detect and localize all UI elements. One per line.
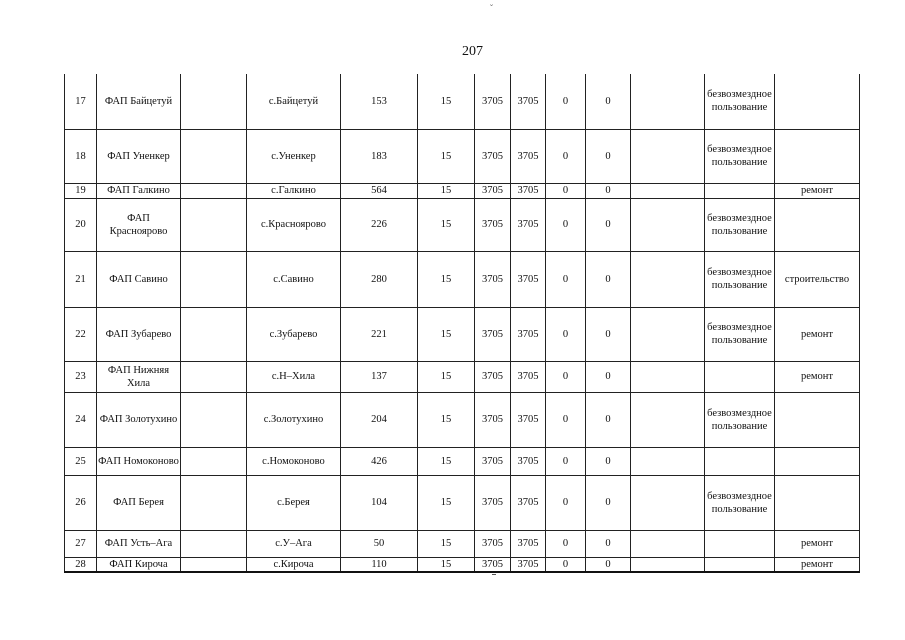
value-cell: 0 bbox=[586, 129, 631, 183]
row-number: 24 bbox=[65, 392, 97, 447]
usage-type bbox=[705, 447, 775, 475]
value-cell bbox=[631, 475, 705, 530]
empty-cell bbox=[181, 183, 247, 198]
row-number: 28 bbox=[65, 557, 97, 572]
village: с.Н–Хила bbox=[247, 361, 341, 392]
value-cell: 183 bbox=[341, 129, 418, 183]
value-cell: 0 bbox=[546, 129, 586, 183]
value-cell: 0 bbox=[546, 307, 586, 361]
facility-name: ФАП Номоконово bbox=[97, 447, 181, 475]
value-cell: 3705 bbox=[475, 392, 511, 447]
value-cell: 0 bbox=[546, 74, 586, 129]
value-cell: 226 bbox=[341, 198, 418, 251]
value-cell: 3705 bbox=[511, 530, 546, 557]
village: с.Номоконово bbox=[247, 447, 341, 475]
value-cell: 0 bbox=[586, 361, 631, 392]
facility-name: ФАП Галкино bbox=[97, 183, 181, 198]
usage-type bbox=[705, 361, 775, 392]
row-number: 22 bbox=[65, 307, 97, 361]
page-number: 207 bbox=[462, 44, 483, 59]
value-cell: 15 bbox=[418, 198, 475, 251]
value-cell: 3705 bbox=[511, 447, 546, 475]
value-cell: 3705 bbox=[511, 557, 546, 572]
village: с.У–Ага bbox=[247, 530, 341, 557]
value-cell: 137 bbox=[341, 361, 418, 392]
value-cell: 15 bbox=[418, 183, 475, 198]
value-cell: 15 bbox=[418, 361, 475, 392]
table-row bbox=[65, 557, 860, 572]
facility-name: ФАП Байцетуй bbox=[97, 74, 181, 129]
value-cell: 3705 bbox=[511, 392, 546, 447]
row-number: 27 bbox=[65, 530, 97, 557]
note: ремонт bbox=[775, 361, 860, 392]
value-cell: 153 bbox=[341, 74, 418, 129]
empty-cell bbox=[181, 74, 247, 129]
empty-cell bbox=[181, 557, 247, 572]
value-cell: 0 bbox=[546, 530, 586, 557]
value-cell: 15 bbox=[418, 475, 475, 530]
value-cell: 15 bbox=[418, 74, 475, 129]
value-cell: 3705 bbox=[511, 74, 546, 129]
row-number: 23 bbox=[65, 361, 97, 392]
value-cell: 0 bbox=[546, 447, 586, 475]
usage-type: безвозмездное пользование bbox=[705, 251, 775, 307]
value-cell: 3705 bbox=[475, 475, 511, 530]
usage-type: безвозмездное пользование bbox=[705, 129, 775, 183]
row-number: 18 bbox=[65, 129, 97, 183]
note bbox=[775, 129, 860, 183]
value-cell: 3705 bbox=[475, 251, 511, 307]
value-cell: 15 bbox=[418, 251, 475, 307]
value-cell: 0 bbox=[586, 557, 631, 572]
value-cell: 0 bbox=[546, 557, 586, 572]
empty-cell bbox=[181, 475, 247, 530]
table-row bbox=[65, 129, 860, 183]
value-cell: 15 bbox=[418, 557, 475, 572]
value-cell bbox=[631, 447, 705, 475]
usage-type: безвозмездное пользование bbox=[705, 475, 775, 530]
value-cell: 15 bbox=[418, 392, 475, 447]
table-row bbox=[65, 475, 860, 530]
row-number: 21 bbox=[65, 251, 97, 307]
value-cell: 3705 bbox=[511, 307, 546, 361]
value-cell: 15 bbox=[418, 530, 475, 557]
value-cell: 0 bbox=[586, 530, 631, 557]
value-cell: 0 bbox=[546, 251, 586, 307]
empty-cell bbox=[181, 530, 247, 557]
value-cell: 3705 bbox=[475, 74, 511, 129]
value-cell bbox=[631, 251, 705, 307]
table-row bbox=[65, 361, 860, 392]
value-cell: 3705 bbox=[475, 198, 511, 251]
value-cell: 3705 bbox=[511, 251, 546, 307]
usage-type: безвозмездное пользование bbox=[705, 307, 775, 361]
value-cell: 0 bbox=[546, 361, 586, 392]
usage-type bbox=[705, 557, 775, 572]
facility-name: ФАП Кироча bbox=[97, 557, 181, 572]
table-row bbox=[65, 251, 860, 307]
value-cell: 3705 bbox=[475, 447, 511, 475]
value-cell: 3705 bbox=[475, 307, 511, 361]
row-number: 20 bbox=[65, 198, 97, 251]
value-cell: 0 bbox=[586, 198, 631, 251]
note bbox=[775, 475, 860, 530]
facility-name: ФАП Усть–Ага bbox=[97, 530, 181, 557]
value-cell: 104 bbox=[341, 475, 418, 530]
facility-name: ФАП Зубарево bbox=[97, 307, 181, 361]
value-cell: 15 bbox=[418, 447, 475, 475]
empty-cell bbox=[181, 447, 247, 475]
value-cell: 110 bbox=[341, 557, 418, 572]
village: с.Савино bbox=[247, 251, 341, 307]
facility-name: ФАП Уненкер bbox=[97, 129, 181, 183]
value-cell: 3705 bbox=[475, 530, 511, 557]
value-cell: 221 bbox=[341, 307, 418, 361]
village: с.Красноярово bbox=[247, 198, 341, 251]
value-cell: 3705 bbox=[511, 361, 546, 392]
value-cell bbox=[631, 392, 705, 447]
value-cell: 3705 bbox=[475, 183, 511, 198]
value-cell: 3705 bbox=[475, 557, 511, 572]
value-cell bbox=[631, 530, 705, 557]
value-cell: 0 bbox=[586, 392, 631, 447]
village: с.Золотухино bbox=[247, 392, 341, 447]
facility-name: ФАП Савино bbox=[97, 251, 181, 307]
value-cell bbox=[631, 74, 705, 129]
value-cell bbox=[631, 198, 705, 251]
value-cell: 3705 bbox=[511, 183, 546, 198]
usage-type: безвозмездное пользование bbox=[705, 198, 775, 251]
facilities-table bbox=[64, 74, 860, 573]
value-cell: 0 bbox=[586, 307, 631, 361]
table-row bbox=[65, 530, 860, 557]
empty-cell bbox=[181, 251, 247, 307]
village: с.Берея bbox=[247, 475, 341, 530]
value-cell: 3705 bbox=[475, 361, 511, 392]
row-number: 19 bbox=[65, 183, 97, 198]
usage-type: безвозмездное пользование bbox=[705, 74, 775, 129]
village: с.Уненкер bbox=[247, 129, 341, 183]
value-cell: 3705 bbox=[511, 198, 546, 251]
note bbox=[775, 74, 860, 129]
row-number: 26 bbox=[65, 475, 97, 530]
value-cell: 0 bbox=[546, 475, 586, 530]
usage-type: безвозмездное пользование bbox=[705, 392, 775, 447]
value-cell: 3705 bbox=[475, 129, 511, 183]
value-cell: 0 bbox=[586, 447, 631, 475]
empty-cell bbox=[181, 198, 247, 251]
table-row bbox=[65, 307, 860, 361]
value-cell: 0 bbox=[546, 392, 586, 447]
value-cell bbox=[631, 361, 705, 392]
value-cell: 3705 bbox=[511, 129, 546, 183]
note: ремонт bbox=[775, 183, 860, 198]
value-cell: 426 bbox=[341, 447, 418, 475]
top-mark: ˘ bbox=[490, 3, 493, 13]
facility-name: ФАП Золотухино bbox=[97, 392, 181, 447]
row-number: 25 bbox=[65, 447, 97, 475]
table-row bbox=[65, 74, 860, 129]
note: строительство bbox=[775, 251, 860, 307]
value-cell: 0 bbox=[586, 251, 631, 307]
value-cell: 0 bbox=[586, 183, 631, 198]
value-cell: 204 bbox=[341, 392, 418, 447]
empty-cell bbox=[181, 392, 247, 447]
usage-type bbox=[705, 530, 775, 557]
value-cell bbox=[631, 183, 705, 198]
value-cell: 280 bbox=[341, 251, 418, 307]
note bbox=[775, 392, 860, 447]
value-cell: 0 bbox=[586, 475, 631, 530]
value-cell: 50 bbox=[341, 530, 418, 557]
value-cell: 3705 bbox=[511, 475, 546, 530]
facility-name: ФАП Красноярово bbox=[97, 198, 181, 251]
table-row bbox=[65, 392, 860, 447]
value-cell: 0 bbox=[586, 74, 631, 129]
note: ремонт bbox=[775, 557, 860, 572]
value-cell bbox=[631, 129, 705, 183]
value-cell bbox=[631, 307, 705, 361]
note bbox=[775, 198, 860, 251]
value-cell: 15 bbox=[418, 307, 475, 361]
empty-cell bbox=[181, 307, 247, 361]
table-row bbox=[65, 198, 860, 251]
usage-type bbox=[705, 183, 775, 198]
value-cell: 0 bbox=[546, 198, 586, 251]
table-row bbox=[65, 447, 860, 475]
table-row bbox=[65, 183, 860, 198]
empty-cell bbox=[181, 361, 247, 392]
note: ремонт bbox=[775, 307, 860, 361]
row-number: 17 bbox=[65, 74, 97, 129]
bottom-mark bbox=[492, 574, 496, 575]
value-cell bbox=[631, 557, 705, 572]
value-cell: 0 bbox=[546, 183, 586, 198]
empty-cell bbox=[181, 129, 247, 183]
value-cell: 564 bbox=[341, 183, 418, 198]
village: с.Байцетуй bbox=[247, 74, 341, 129]
value-cell: 15 bbox=[418, 129, 475, 183]
village: с.Кироча bbox=[247, 557, 341, 572]
facility-name: ФАП Берея bbox=[97, 475, 181, 530]
note bbox=[775, 447, 860, 475]
village: с.Зубарево bbox=[247, 307, 341, 361]
facility-name: ФАП Нижняя Хила bbox=[97, 361, 181, 392]
village: с.Галкино bbox=[247, 183, 341, 198]
note: ремонт bbox=[775, 530, 860, 557]
